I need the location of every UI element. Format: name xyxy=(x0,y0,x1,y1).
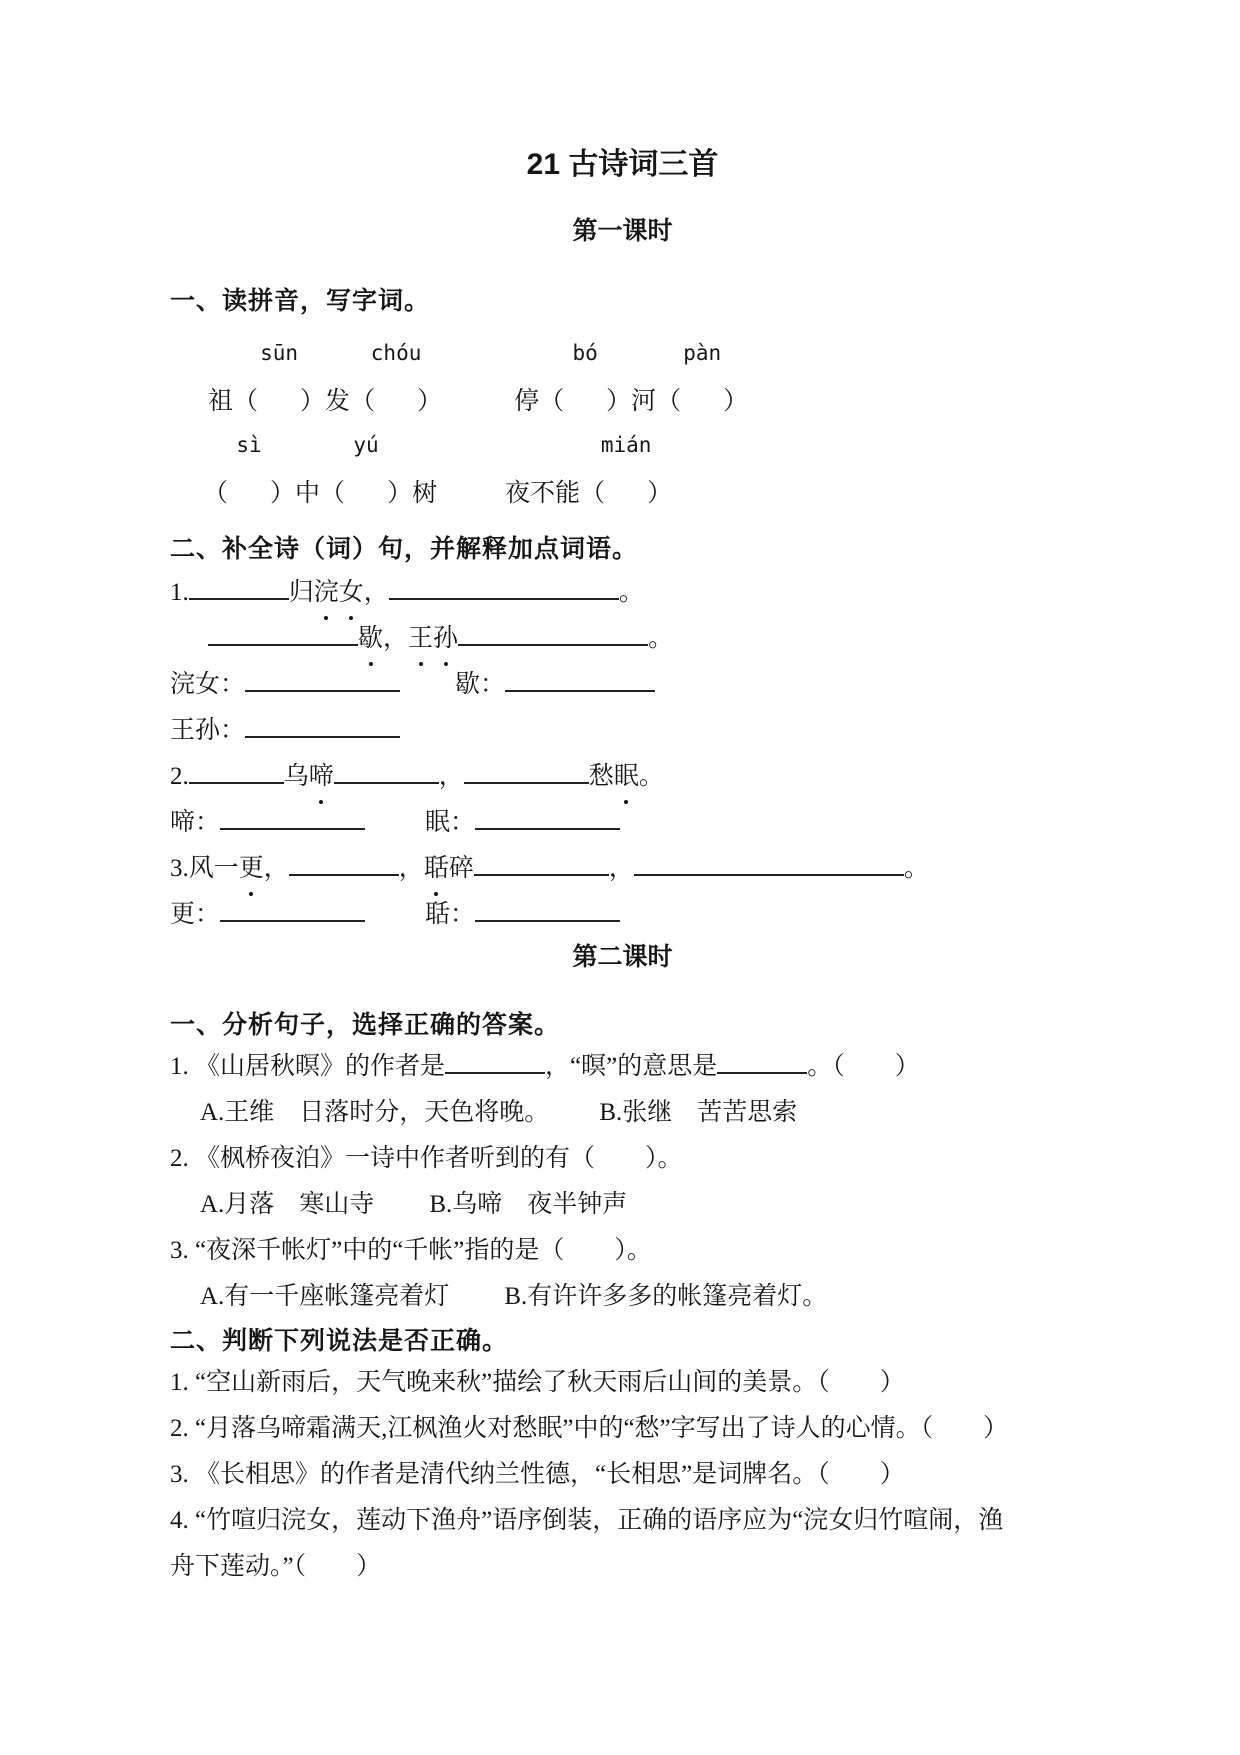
section-judgment-title: 二、判断下列说法是否正确。 xyxy=(170,1327,509,1355)
text-run: 歇： xyxy=(455,671,506,698)
fill-blank-line xyxy=(208,616,1075,662)
text-run: 归 xyxy=(288,579,314,606)
text-run: ，“暝”的意思是 xyxy=(545,1053,718,1080)
section-choose-answer-title: 一、分析句子，选择正确的答案。 xyxy=(170,1011,561,1039)
text-run: A.月落 寒山寺 xyxy=(200,1191,375,1218)
pinyin-word-unit xyxy=(631,341,749,418)
hanzi-text: 停 xyxy=(514,388,540,415)
paren-answer-slot: pàn （ ） xyxy=(656,341,749,415)
judgment-items xyxy=(170,1360,1075,1590)
paren-answer-slot: bó （ ） xyxy=(539,341,632,415)
text-run: 。 xyxy=(903,855,929,882)
hanzi-text: 中 xyxy=(295,480,321,507)
answer-blank[interactable] xyxy=(634,870,904,876)
choose-answer-items xyxy=(170,1044,1075,1320)
text-run: ， xyxy=(398,855,424,882)
pinyin-label: sì xyxy=(236,433,262,457)
fill-blank-line xyxy=(170,846,1075,892)
emphasized-char: 女 xyxy=(339,570,364,616)
text-run: 3. “夜深千帐灯”中的“千帐”指的是（ ）。 xyxy=(170,1237,652,1264)
answer-blank[interactable] xyxy=(220,824,365,830)
text-run: 1. 《山居秋暝》的作者是 xyxy=(170,1053,446,1080)
emphasized-char: 更 xyxy=(239,846,264,892)
text-run: 2. “月落乌啼霜满天,江枫渔火对愁眠”中的“愁”字写出了诗人的心情。（ ） xyxy=(170,1415,1009,1442)
pinyin-label: sūn xyxy=(260,341,298,365)
paren-answer-slot: sūn （ ） xyxy=(233,341,326,415)
text-run: 2. 《枫桥夜泊》一诗中作者听到的有（ ）。 xyxy=(170,1145,683,1172)
text-run: 浣女： xyxy=(170,671,246,698)
option-line xyxy=(200,1182,1075,1228)
judgment-line xyxy=(170,1406,1075,1452)
option-line xyxy=(200,1090,1075,1136)
doc-title: 21 古诗词三首 xyxy=(526,148,719,181)
emphasized-char: 啼 xyxy=(309,754,334,800)
text-run: ， xyxy=(438,763,464,790)
session-2-heading: 第二课时 xyxy=(572,943,673,971)
hanzi-text: 河 xyxy=(631,388,657,415)
question-line xyxy=(170,1136,1075,1182)
answer-blank[interactable] xyxy=(245,686,400,692)
answer-blank[interactable] xyxy=(289,870,399,876)
answer-blank[interactable] xyxy=(717,1068,807,1074)
text-run: 。 xyxy=(638,763,664,790)
section-complete-poem-title: 二、补全诗（词）句，并解释加点词语。 xyxy=(170,535,639,563)
text-run: 3. 《长相思》的作者是清代纳兰性德，“长相思”是词牌名。（ ） xyxy=(170,1461,905,1488)
text-run: 聒： xyxy=(425,901,476,928)
answer-blank[interactable] xyxy=(505,686,655,692)
text-run: 啼： xyxy=(170,809,221,836)
pinyin-word-unit xyxy=(325,341,443,418)
pinyin-word-unit xyxy=(514,341,632,418)
hanzi-text: 夜不能 xyxy=(505,480,581,507)
text-run: B.乌啼 夜半钟声 xyxy=(429,1191,628,1218)
fill-blank-line xyxy=(170,570,1075,616)
text-run: 乌 xyxy=(283,763,309,790)
text-run: 。 xyxy=(618,579,644,606)
paren-answer-slot: sì （ ） xyxy=(203,433,296,507)
text-run: A.有一千座帐篷亮着灯 xyxy=(200,1283,450,1310)
answer-blank[interactable] xyxy=(189,594,289,600)
text-run: 2. xyxy=(170,763,189,790)
answer-blank[interactable] xyxy=(245,732,400,738)
text-run: ， xyxy=(263,855,289,882)
judgment-line xyxy=(170,1498,1075,1544)
emphasized-char: 聒 xyxy=(424,846,449,892)
pinyin-word-unit xyxy=(208,341,326,418)
text-run: ， xyxy=(608,855,634,882)
answer-blank[interactable] xyxy=(474,870,609,876)
text-run: 舟下莲动。”（ ） xyxy=(170,1553,382,1580)
answer-blank[interactable] xyxy=(189,778,284,784)
question-line xyxy=(170,1228,1075,1274)
answer-blank[interactable] xyxy=(445,1068,545,1074)
text-run: B.张继 苦苦思索 xyxy=(599,1099,798,1126)
hanzi-text: 树 xyxy=(412,480,438,507)
text-run: 眠： xyxy=(425,809,476,836)
text-run: 。（ ） xyxy=(807,1053,920,1080)
answer-blank[interactable] xyxy=(220,916,365,922)
text-run: 1. “空山新雨后，天气晚来秋”描绘了秋天雨后山间的美景。（ ） xyxy=(170,1369,905,1396)
text-run: ， xyxy=(383,625,409,652)
emphasized-char: 歇 xyxy=(358,616,383,662)
text-run: 4. “竹喧归浣女，莲动下渔舟”语序倒装，正确的语序应为“浣女归竹喧闹，渔 xyxy=(170,1507,1004,1534)
answer-blank[interactable] xyxy=(464,778,589,784)
emphasized-char: 王 xyxy=(408,616,433,662)
text-run: 愁 xyxy=(588,763,614,790)
text-run: 碎 xyxy=(448,855,474,882)
text-run: 。 xyxy=(648,625,674,652)
answer-blank[interactable] xyxy=(458,640,648,646)
pinyin-row-1 xyxy=(208,341,1075,418)
text-run: 3.风一 xyxy=(170,855,239,882)
paren-answer-slot: mián （ ） xyxy=(580,433,673,507)
text-run: ， xyxy=(363,579,389,606)
pinyin-label: mián xyxy=(600,433,652,457)
judgment-line xyxy=(170,1360,1075,1406)
option-line xyxy=(200,1274,1075,1320)
answer-blank[interactable] xyxy=(475,916,620,922)
text-run: B.有许许多多的帐篷亮着灯。 xyxy=(504,1283,828,1310)
emphasized-char: 孙 xyxy=(433,616,458,662)
emphasized-char: 眠 xyxy=(614,754,639,800)
answer-blank[interactable] xyxy=(475,824,620,830)
pinyin-label: bó xyxy=(572,341,598,365)
fill-blank-line xyxy=(170,754,1075,800)
judgment-line xyxy=(170,1452,1075,1498)
pinyin-label: chóu xyxy=(370,341,422,365)
section-pinyin-title: 一、读拼音，写字词。 xyxy=(170,287,431,315)
judgment-line xyxy=(170,1544,1075,1590)
word-explanation-line xyxy=(170,708,1075,754)
text-run: 更： xyxy=(170,901,221,928)
text-run: 王孙： xyxy=(170,717,246,744)
pinyin-label: yú xyxy=(353,433,379,457)
session-1-heading: 第一课时 xyxy=(572,217,673,245)
word-explanation-line xyxy=(170,662,1075,708)
answer-blank[interactable] xyxy=(334,778,439,784)
word-explanation-line xyxy=(170,892,1075,938)
hanzi-text: 发 xyxy=(325,388,351,415)
page-content xyxy=(170,0,1075,1590)
text-run: 1. xyxy=(170,579,189,606)
paren-answer-slot: yú （ ） xyxy=(320,433,413,507)
pinyin-word-unit xyxy=(505,433,673,510)
word-explanation-line xyxy=(170,800,1075,846)
emphasized-char: 浣 xyxy=(314,570,339,616)
answer-blank[interactable] xyxy=(389,594,619,600)
hanzi-text: 祖 xyxy=(208,388,234,415)
pinyin-label: pàn xyxy=(683,341,722,365)
pinyin-word-unit xyxy=(203,433,321,510)
text-run: A.王维 日落时分，天色将晚。 xyxy=(200,1099,550,1126)
pinyin-row-2 xyxy=(203,433,1075,510)
complete-poem-lines xyxy=(170,570,1075,938)
pinyin-word-unit xyxy=(320,433,438,510)
answer-blank[interactable] xyxy=(208,640,358,646)
paren-answer-slot: chóu （ ） xyxy=(350,341,443,415)
question-line xyxy=(170,1044,1075,1090)
